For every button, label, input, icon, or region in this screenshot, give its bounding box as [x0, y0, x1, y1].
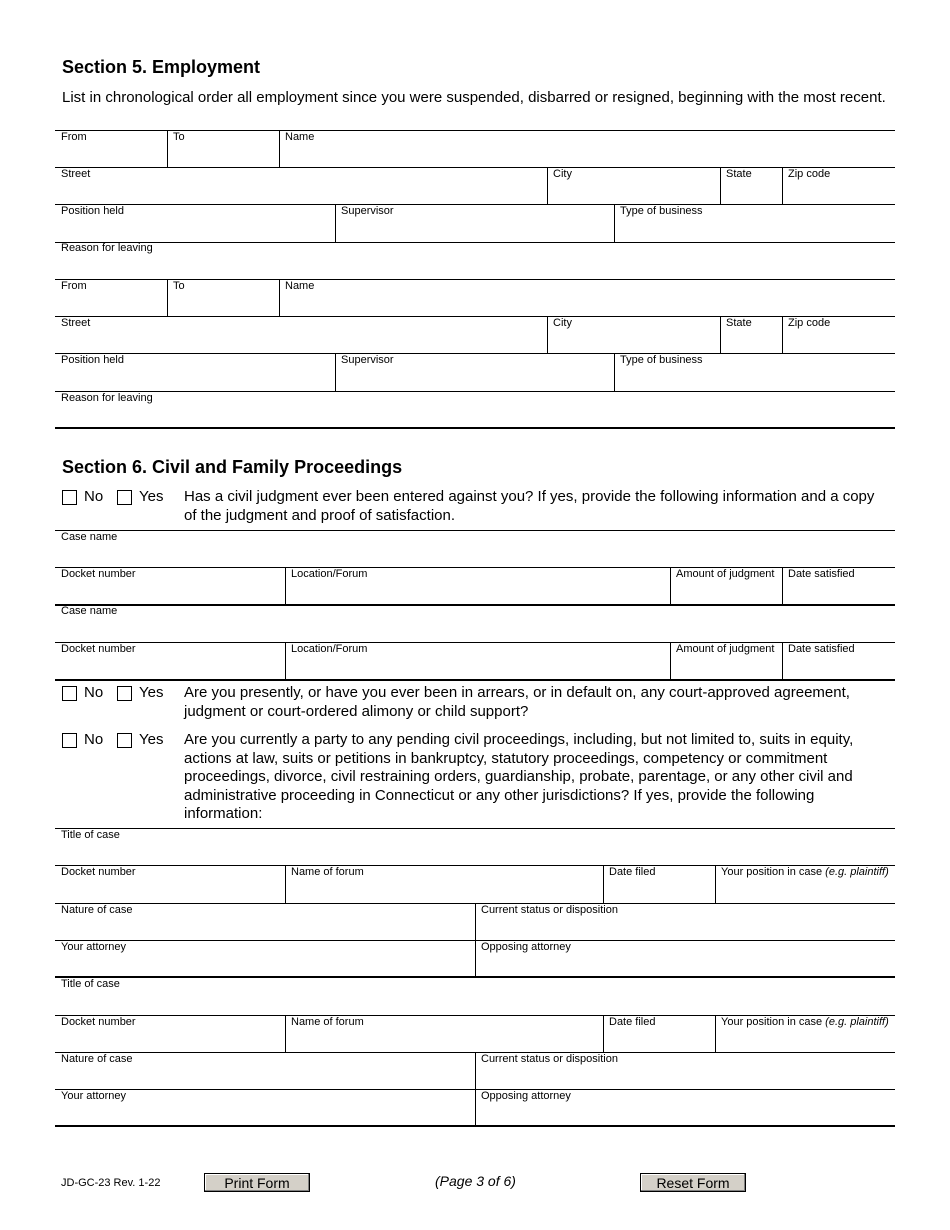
- proceeding-2-date-input[interactable]: [609, 1032, 711, 1048]
- q1-yes-checkbox[interactable]: [117, 490, 132, 505]
- proceeding-1-docket-input[interactable]: [61, 882, 281, 898]
- case-title-label: Title of case: [61, 978, 120, 990]
- proceeding-2-position-input[interactable]: [721, 1032, 890, 1048]
- name-label: Name: [285, 280, 315, 292]
- nature-of-case-label: Nature of case: [61, 904, 133, 916]
- judgment-2-amount-input[interactable]: [676, 659, 778, 675]
- question-pending-proceedings: Are you currently a party to any pending civil proceedings, including, but not limited to, suits in equity, actions at law, suits or petitions in bankruptcy, statutory proceedings, competency or commitment proceedings, divorce, civil restraining orders, guardianship, probate, parentage, or any other civil and administrative proceeding in Connecticut or any other jurisdictions? If yes, provide the following information:: [184, 731, 854, 822]
- case-name-label: Case name: [61, 605, 118, 617]
- proceeding-1-attorney-input[interactable]: [61, 957, 471, 973]
- business-type-label: Type of business: [620, 354, 703, 366]
- forum-name-label: Name of forum: [291, 1016, 364, 1028]
- employment-2-from-input[interactable]: [61, 296, 163, 312]
- your-attorney-label: Your attorney: [61, 941, 127, 953]
- state-label: State: [726, 168, 752, 180]
- employment-2-to-input[interactable]: [173, 296, 275, 312]
- section-6-title: Section 6. Civil and Family Proceedings: [62, 457, 403, 477]
- no-label: No: [84, 731, 104, 748]
- to-label: To: [173, 131, 185, 143]
- status-label: Current status or disposition: [481, 904, 618, 916]
- docket-number-label: Docket number: [61, 568, 136, 580]
- proceeding-2-forum-input[interactable]: [291, 1032, 599, 1048]
- yes-label: Yes: [139, 731, 164, 748]
- proceeding-1-title-input[interactable]: [61, 845, 890, 861]
- supervisor-label: Supervisor: [341, 354, 394, 366]
- docket-number-label: Docket number: [61, 866, 136, 878]
- business-type-label: Type of business: [620, 205, 703, 217]
- reason-label: Reason for leaving: [61, 242, 153, 254]
- street-label: Street: [61, 168, 91, 180]
- employment-1-state-input[interactable]: [726, 184, 778, 200]
- employment-1-street-input[interactable]: [61, 184, 543, 200]
- date-satisfied-label: Date satisfied: [788, 568, 855, 580]
- employment-1-business-input[interactable]: [620, 221, 890, 237]
- employment-1-city-input[interactable]: [553, 184, 716, 200]
- employment-2-business-input[interactable]: [620, 370, 890, 386]
- opposing-attorney-label: Opposing attorney: [481, 941, 571, 953]
- position-in-case-label: Your position in case (e.g. plaintiff): [721, 866, 889, 878]
- from-label: From: [61, 280, 87, 292]
- employment-1-to-input[interactable]: [173, 147, 275, 163]
- docket-number-label: Docket number: [61, 643, 136, 655]
- from-label: From: [61, 131, 87, 143]
- q3-no-checkbox[interactable]: [62, 733, 77, 748]
- no-label: No: [84, 684, 104, 701]
- reason-label: Reason for leaving: [61, 392, 153, 404]
- employment-1-position-input[interactable]: [61, 221, 331, 237]
- opposing-attorney-label: Opposing attorney: [481, 1090, 571, 1102]
- case-title-label: Title of case: [61, 829, 120, 841]
- judgment-2-location-input[interactable]: [291, 659, 666, 675]
- judgment-1-location-input[interactable]: [291, 584, 666, 600]
- proceeding-1-status-input[interactable]: [481, 920, 890, 936]
- employment-1-name-input[interactable]: [285, 147, 890, 163]
- city-label: City: [553, 168, 572, 180]
- date-filed-label: Date filed: [609, 1016, 656, 1028]
- proceeding-2-status-input[interactable]: [481, 1069, 890, 1085]
- proceeding-1-position-input[interactable]: [721, 882, 890, 898]
- location-forum-label: Location/Forum: [291, 568, 368, 580]
- print-form-button[interactable]: Print Form: [204, 1173, 310, 1192]
- to-label: To: [173, 280, 185, 292]
- judgment-1-docket-input[interactable]: [61, 584, 281, 600]
- employment-1-from-input[interactable]: [61, 147, 163, 163]
- status-label: Current status or disposition: [481, 1053, 618, 1065]
- forum-name-label: Name of forum: [291, 866, 364, 878]
- judgment-1-case-name-input[interactable]: [61, 547, 890, 563]
- amount-label: Amount of judgment: [676, 643, 775, 655]
- employment-2-zip-input[interactable]: [788, 333, 890, 349]
- employment-2-supervisor-input[interactable]: [341, 370, 609, 386]
- judgment-1-date-input[interactable]: [788, 584, 890, 600]
- nature-of-case-label: Nature of case: [61, 1053, 133, 1065]
- no-label: No: [84, 488, 104, 505]
- position-in-case-label: Your position in case (e.g. plaintiff): [721, 1016, 889, 1028]
- yes-label: Yes: [139, 488, 164, 505]
- section-5-instructions: List in chronological order all employment since you were suspended, disbarred or resigned, beginning with the most recent.: [62, 89, 886, 106]
- date-filed-label: Date filed: [609, 866, 656, 878]
- street-label: Street: [61, 317, 91, 329]
- employment-2-state-input[interactable]: [726, 333, 778, 349]
- proceeding-1-nature-input[interactable]: [61, 920, 471, 936]
- employment-1-reason-input[interactable]: [61, 258, 890, 274]
- form-id: JD-GC-23 Rev. 1-22: [61, 1177, 161, 1189]
- employment-2-reason-input[interactable]: [61, 408, 890, 424]
- employment-2-city-input[interactable]: [553, 333, 716, 349]
- case-name-label: Case name: [61, 531, 118, 543]
- employment-1-supervisor-input[interactable]: [341, 221, 609, 237]
- proceeding-1-date-input[interactable]: [609, 882, 711, 898]
- proceeding-2-opposing-input[interactable]: [481, 1106, 890, 1122]
- proceeding-2-nature-input[interactable]: [61, 1069, 471, 1085]
- section-5-title: Section 5. Employment: [62, 57, 261, 77]
- date-satisfied-label: Date satisfied: [788, 643, 855, 655]
- employment-2-name-input[interactable]: [285, 296, 890, 312]
- judgment-2-case-name-input[interactable]: [61, 621, 890, 637]
- proceeding-1-opposing-input[interactable]: [481, 957, 890, 973]
- employment-2-street-input[interactable]: [61, 333, 543, 349]
- employment-1-zip-input[interactable]: [788, 184, 890, 200]
- q3-yes-checkbox[interactable]: [117, 733, 132, 748]
- zip-label: Zip code: [788, 317, 831, 329]
- your-attorney-label: Your attorney: [61, 1090, 127, 1102]
- yes-label: Yes: [139, 684, 164, 701]
- question-arrears: Are you presently, or have you ever been in arrears, or in default on, any court-approved agreement, judgment or court-ordered alimony or child support?: [184, 684, 850, 720]
- city-label: City: [553, 317, 572, 329]
- amount-label: Amount of judgment: [676, 568, 775, 580]
- q2-yes-checkbox[interactable]: [117, 686, 132, 701]
- question-civil-judgment: Has a civil judgment ever been entered against you? If yes, provide the following information and a copy of the judgment and proof of satisfaction.: [184, 488, 875, 524]
- proceeding-2-title-input[interactable]: [61, 994, 890, 1010]
- supervisor-label: Supervisor: [341, 205, 394, 217]
- position-held-label: Position held: [61, 205, 124, 217]
- proceeding-2-attorney-input[interactable]: [61, 1106, 471, 1122]
- state-label: State: [726, 317, 752, 329]
- proceeding-2-docket-input[interactable]: [61, 1032, 281, 1048]
- proceeding-1-forum-input[interactable]: [291, 882, 599, 898]
- judgment-2-date-input[interactable]: [788, 659, 890, 675]
- position-held-label: Position held: [61, 354, 124, 366]
- name-label: Name: [285, 131, 315, 143]
- employment-2-position-input[interactable]: [61, 370, 331, 386]
- page-number: (Page 3 of 6): [435, 1173, 516, 1189]
- location-forum-label: Location/Forum: [291, 643, 368, 655]
- q2-no-checkbox[interactable]: [62, 686, 77, 701]
- reset-form-button[interactable]: Reset Form: [640, 1173, 746, 1192]
- docket-number-label: Docket number: [61, 1016, 136, 1028]
- q1-no-checkbox[interactable]: [62, 490, 77, 505]
- zip-label: Zip code: [788, 168, 831, 180]
- judgment-1-amount-input[interactable]: [676, 584, 778, 600]
- judgment-2-docket-input[interactable]: [61, 659, 281, 675]
